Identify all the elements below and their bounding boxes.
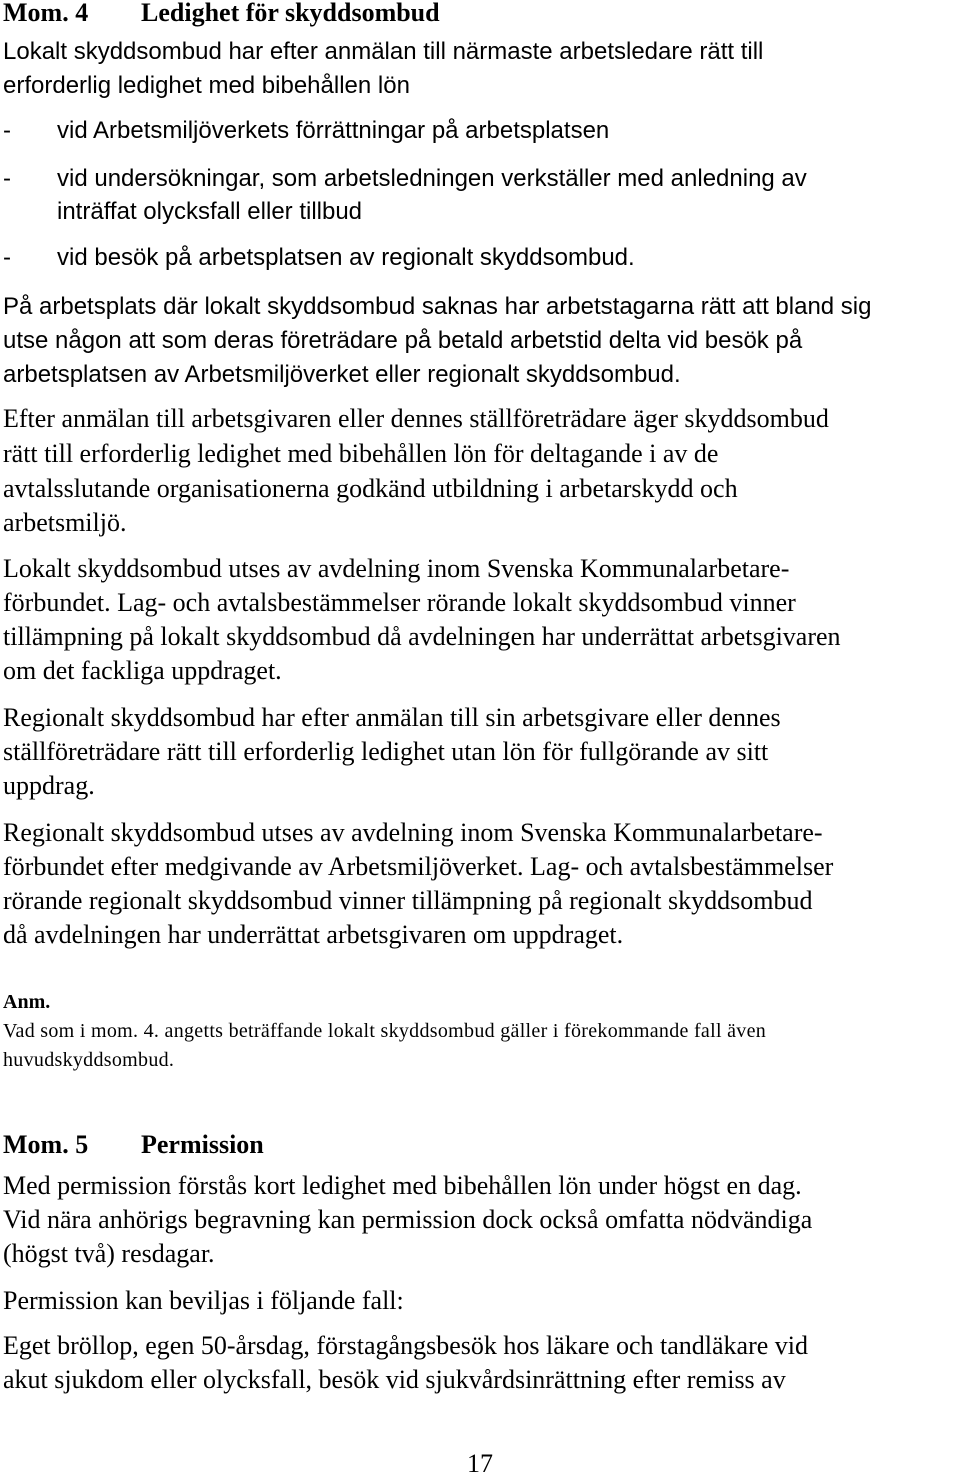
section-heading-mom5 [3, 1130, 264, 1160]
bullet-dash: - [3, 244, 11, 271]
bullet-text: vid Arbetsmiljöverkets förrättningar på arbetsplatsen [57, 117, 610, 144]
note-line: huvudskyddsombud. [3, 1049, 175, 1071]
paragraph-line: Med permission förstås kort ledighet med bibehållen lön under högst en dag. [3, 1171, 802, 1200]
paragraph-line: Eget bröllop, egen 50-årsdag, förstagångsbesök hos läkare och tandläkare vid [3, 1331, 809, 1360]
paragraph-line: akut sjukdom eller olycksfall, besök vid sjukvårdsinrättning efter remiss av [3, 1365, 786, 1394]
paragraph-line: om det fackliga uppdraget. [3, 656, 282, 685]
paragraph-line: avtalsslutande organisationerna godkänd utbildning i arbetarskydd och [3, 474, 738, 503]
bullet-text: vid undersökningar, som arbetsledningen verkställer med anledning av [57, 165, 807, 192]
bullet-dash: - [3, 165, 11, 192]
paragraph-line: Lokalt skyddsombud utses av avdelning inom Svenska Kommunalarbetare- [3, 554, 790, 583]
section-number: Mom. 4 [3, 0, 89, 27]
paragraph-line: uppdrag. [3, 771, 95, 800]
paragraph-line: arbetsmiljö. [3, 508, 127, 537]
paragraph-line: förbundet. Lag- och avtalsbestämmelser rörande lokalt skyddsombud vinner [3, 588, 796, 617]
paragraph-line: (högst två) resdagar. [3, 1239, 215, 1268]
bullet-text-continued: inträffat olycksfall eller tillbud [57, 198, 363, 225]
intro-line: erforderlig ledighet med bibehållen lön [3, 72, 410, 99]
paragraph-line: då avdelningen har underrättat arbetsgivaren om uppdraget. [3, 920, 624, 949]
bullet-dash: - [3, 117, 11, 144]
section-heading-mom4 [3, 0, 440, 28]
paragraph-line: arbetsplatsen av Arbetsmiljöverket eller regionalt skyddsombud. [3, 361, 681, 388]
page-number: 17 [467, 1449, 493, 1478]
section-title: Ledighet för skyddsombud [141, 0, 440, 27]
bullet-item [3, 116, 609, 146]
paragraph-line: Regionalt skyddsombud har efter anmälan till sin arbetsgivare eller dennes [3, 703, 781, 732]
bullet-item [3, 164, 807, 194]
paragraph-line: Vid nära anhörigs begravning kan permission dock också omfatta nödvändiga [3, 1205, 813, 1234]
paragraph-line: På arbetsplats där lokalt skyddsombud saknas har arbetstagarna rätt att bland sig [3, 293, 872, 320]
intro-line: Lokalt skyddsombud har efter anmälan till närmaste arbetsledare rätt till [3, 38, 764, 65]
section-title: Permission [141, 1130, 264, 1159]
paragraph-line: rörande regionalt skyddsombud vinner tillämpning på regionalt skyddsombud [3, 886, 813, 915]
section-number: Mom. 5 [3, 1130, 89, 1159]
note-line: Vad som i mom. 4. angetts beträffande lokalt skyddsombud gäller i förekommande fall även [3, 1020, 767, 1042]
paragraph-line: tillämpning på lokalt skyddsombud då avdelningen har underrättat arbetsgivaren [3, 622, 841, 651]
bullet-text: vid besök på arbetsplatsen av regionalt skyddsombud. [57, 244, 635, 271]
paragraph-line: Regionalt skyddsombud utses av avdelning inom Svenska Kommunalarbetare- [3, 818, 823, 847]
bullet-item [3, 243, 635, 273]
paragraph-line: förbundet efter medgivande av Arbetsmiljöverket. Lag- och avtalsbestämmelser [3, 852, 834, 881]
paragraph-line: Efter anmälan till arbetsgivaren eller dennes ställföreträdare äger skyddsombud [3, 404, 829, 433]
note-title: Anm. [3, 991, 51, 1013]
paragraph-line: ställföreträdare rätt till erforderlig ledighet utan lön för fullgörande av sitt [3, 737, 769, 766]
paragraph-line: utse någon att som deras företrädare på betald arbetstid delta vid besök på [3, 327, 803, 354]
paragraph-line: Permission kan beviljas i följande fall: [3, 1286, 404, 1315]
paragraph-line: rätt till erforderlig ledighet med bibehållen lön för deltagande i av de [3, 439, 719, 468]
